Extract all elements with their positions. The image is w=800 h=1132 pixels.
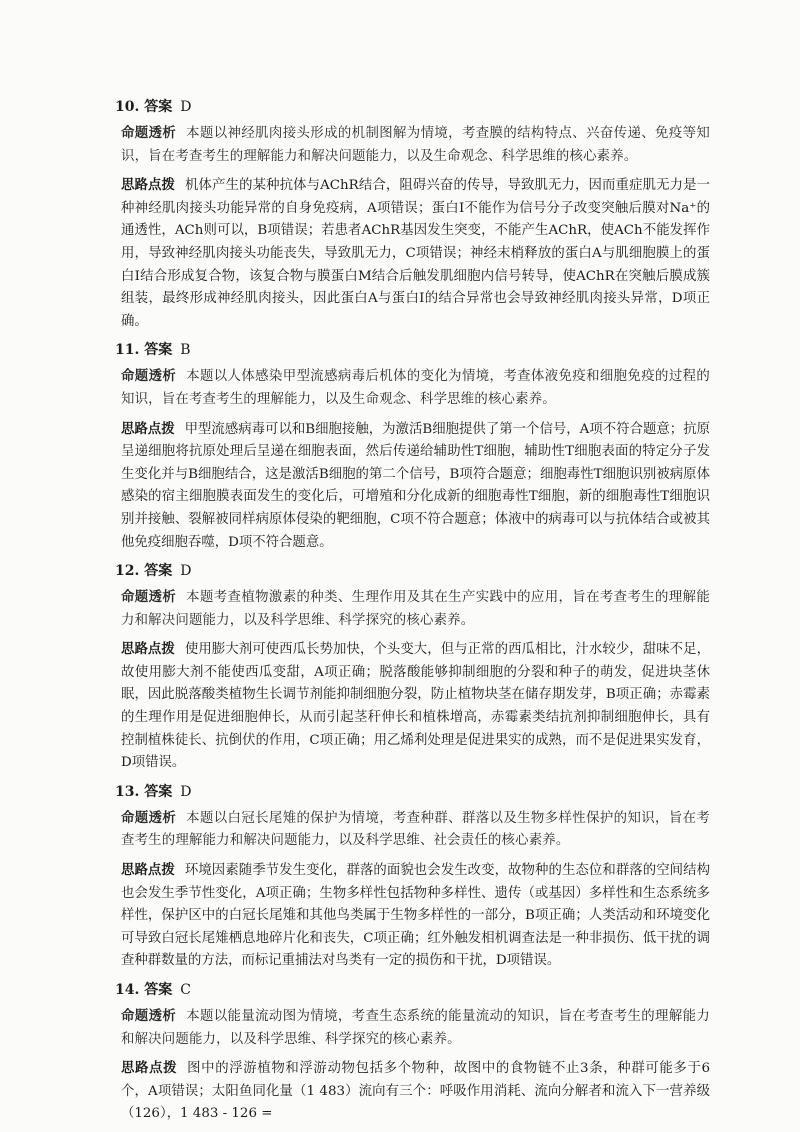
answer-label: 答案 [144,342,173,359]
analysis-text: 图中的浮游植物和浮游动物包括多个物种，故图中的食物链不止3条，种群可能多于6个，A项错误；太阳鱼同化量（1 483）流向有三个：呼吸作用消耗、流向分解者和流入下一营养级（126），1 483 - 126 = [121,1061,710,1122]
analysis-paragraph [121,174,710,333]
answer-value: D [180,563,192,580]
intro-paragraph [121,365,710,411]
intro-label: 命题透析 [121,809,177,826]
intro-text: 本题以白冠长尾雉的保护为情境，考查种群、群落以及生物多样性保护的知识，旨在考查考生的理解能力和解决问题能力，以及科学思维、社会责任的核心素养。 [121,810,710,849]
intro-paragraph [121,122,710,168]
analysis-paragraph [121,418,710,555]
question-11 [115,339,710,554]
question-number: 12. [115,563,140,580]
question-number: 11. [115,342,140,359]
intro-paragraph [121,1005,710,1051]
question-13 [115,781,711,973]
question-number: 14. [115,982,140,998]
intro-label: 命题透析 [121,1008,177,1024]
question-number: 10. [115,99,140,115]
analysis-label: 思路点拨 [121,420,175,437]
answer-value: D [180,783,192,800]
answer-value: C [180,982,191,998]
answer-label: 答案 [144,99,173,115]
analysis-text: 环境因素随季节发生变化，群落的面貌也会发生改变，故物种的生态位和群落的空间结构也会发生季节性变化，A项正确；生物多样性包括物种多样性、遗传（或基因）多样性和生态系统多样性，保护区中的白冠长尾雉和其他鸟类属于生物多样性的一部分，B项正确；人类活动和环境变化可导致白冠长尾雉栖息地碎片化和丧失，C项正确；红外触发相机调查法是一种非损伤、低干扰的调查种群数量的方法，而标记重捕法对鸟类有一定的损伤和干扰，D项错误。 [121,863,711,969]
question-12 [115,560,711,775]
answer-line [115,96,710,118]
intro-label: 命题透析 [121,125,177,141]
answer-line [115,339,710,361]
question-14 [115,979,710,1126]
intro-text: 本题考查植物激素的种类、生理作用及其在生产实践中的应用，旨在考查考生的理解能力和解决问题能力，以及科学思维、科学探究的核心素养。 [121,590,710,628]
analysis-paragraph [121,859,710,973]
analysis-label: 思路点拨 [121,177,176,194]
question-10 [115,96,711,333]
answer-label: 答案 [144,563,173,580]
analysis-label: 思路点拨 [121,1060,178,1077]
answer-line [115,979,710,1001]
answer-value: D [180,99,192,115]
analysis-text: 甲型流感病毒可以和B细胞接触，为激活B细胞提供了第一个信号，A项不符合题意；抗原呈递细胞将抗原处理后呈递在细胞表面，然后传递给辅助性T细胞，辅助性T细胞表面的特定分子发生变化并与B细胞结合，这是激活B细胞的第二个信号，B项符合题意；细胞毒性T细胞识别被病原体感染的宿主细胞膜表面发生的变化后，可增殖和分化成新的细胞毒性T细胞，新的细胞毒性T细胞识别并接触、裂解被同样病原体侵染的靶细胞，C项不符合题意；体液中的病毒可以与抗体结合或被其他免疫细胞吞噬，D项不符合题意。 [121,421,710,550]
analysis-label: 思路点拨 [121,641,175,658]
intro-text: 本题以神经肌肉接头形成的机制图解为情境，考查膜的结构特点、兴奋传递、免疫等知识，旨在考查考生的理解能力和解决问题能力，以及生命观念、科学思维的核心素养。 [121,126,710,164]
answer-line [115,781,710,803]
question-number: 13. [115,783,140,800]
analysis-label: 思路点拨 [121,862,175,879]
answer-label: 答案 [144,783,173,800]
intro-text: 本题以人体感染甲型流感病毒后机体的变化为情境，考查体液免疫和细胞免疫的过程的知识，旨在考查考生的理解能力，以及生命观念、科学思维的核心素养。 [121,369,710,407]
analysis-text: 使用膨大剂可使西瓜长势加快，个头变大，但与正常的西瓜相比，汁水较少，甜味不足，故使用膨大剂不能使西瓜变甜，A项正确；脱落酸能够抑制细胞的分裂和种子的萌发，促进块茎休眠，因此脱落酸类植物生长调节剂能抑制细胞分裂，防止植物块茎在储存期发芽，B项正确；赤霉素的生理作用是促进细胞伸长，从而引起茎秆伸长和植株增高，赤霉素类结抗剂抑制细胞伸长，具有控制植株徒长、抗倒伏的作用，C项正确；用乙烯利处理是促进果实的成熟，而不是促进果实发育，D项错误。 [121,642,711,771]
intro-text: 本题以能量流动图为情境，考查生态系统的能量流动的知识，旨在考查考生的理解能力和解决问题能力，以及科学思维、科学探究的核心素养。 [121,1009,710,1047]
intro-label: 命题透析 [121,368,177,385]
analysis-paragraph [121,638,710,775]
answer-label: 答案 [144,982,173,998]
analysis-text: 机体产生的某种抗体与AChR结合，阻碍兴奋的传导，导致肌无力，因而重症肌无力是一种神经肌肉接头功能异常的自身免疫病，A项错误；蛋白Ⅰ不能作为信号分子改变突触后膜对Na⁺的通透性，ACh则可以，B项错误；若患者AChR基因发生突变，不能产生AChR，使ACh不能发挥作用，导致神经肌肉接头功能丧失，导致肌无力，C项错误；神经末梢释放的蛋白A与肌细胞膜上的蛋白Ⅰ结合形成复合物，该复合物与膜蛋白M结合后触发肌细胞内信号转导，使AChR在突触后膜成簇组装，最终形成神经肌肉接头，因此蛋白A与蛋白Ⅰ的结合异常也会导致神经肌肉接头异常，D项正确。 [121,178,711,329]
intro-label: 命题透析 [121,589,177,606]
answer-line [115,560,710,582]
intro-paragraph [121,807,710,853]
answer-value: B [180,342,191,359]
analysis-paragraph [121,1057,710,1126]
intro-paragraph [121,586,710,632]
